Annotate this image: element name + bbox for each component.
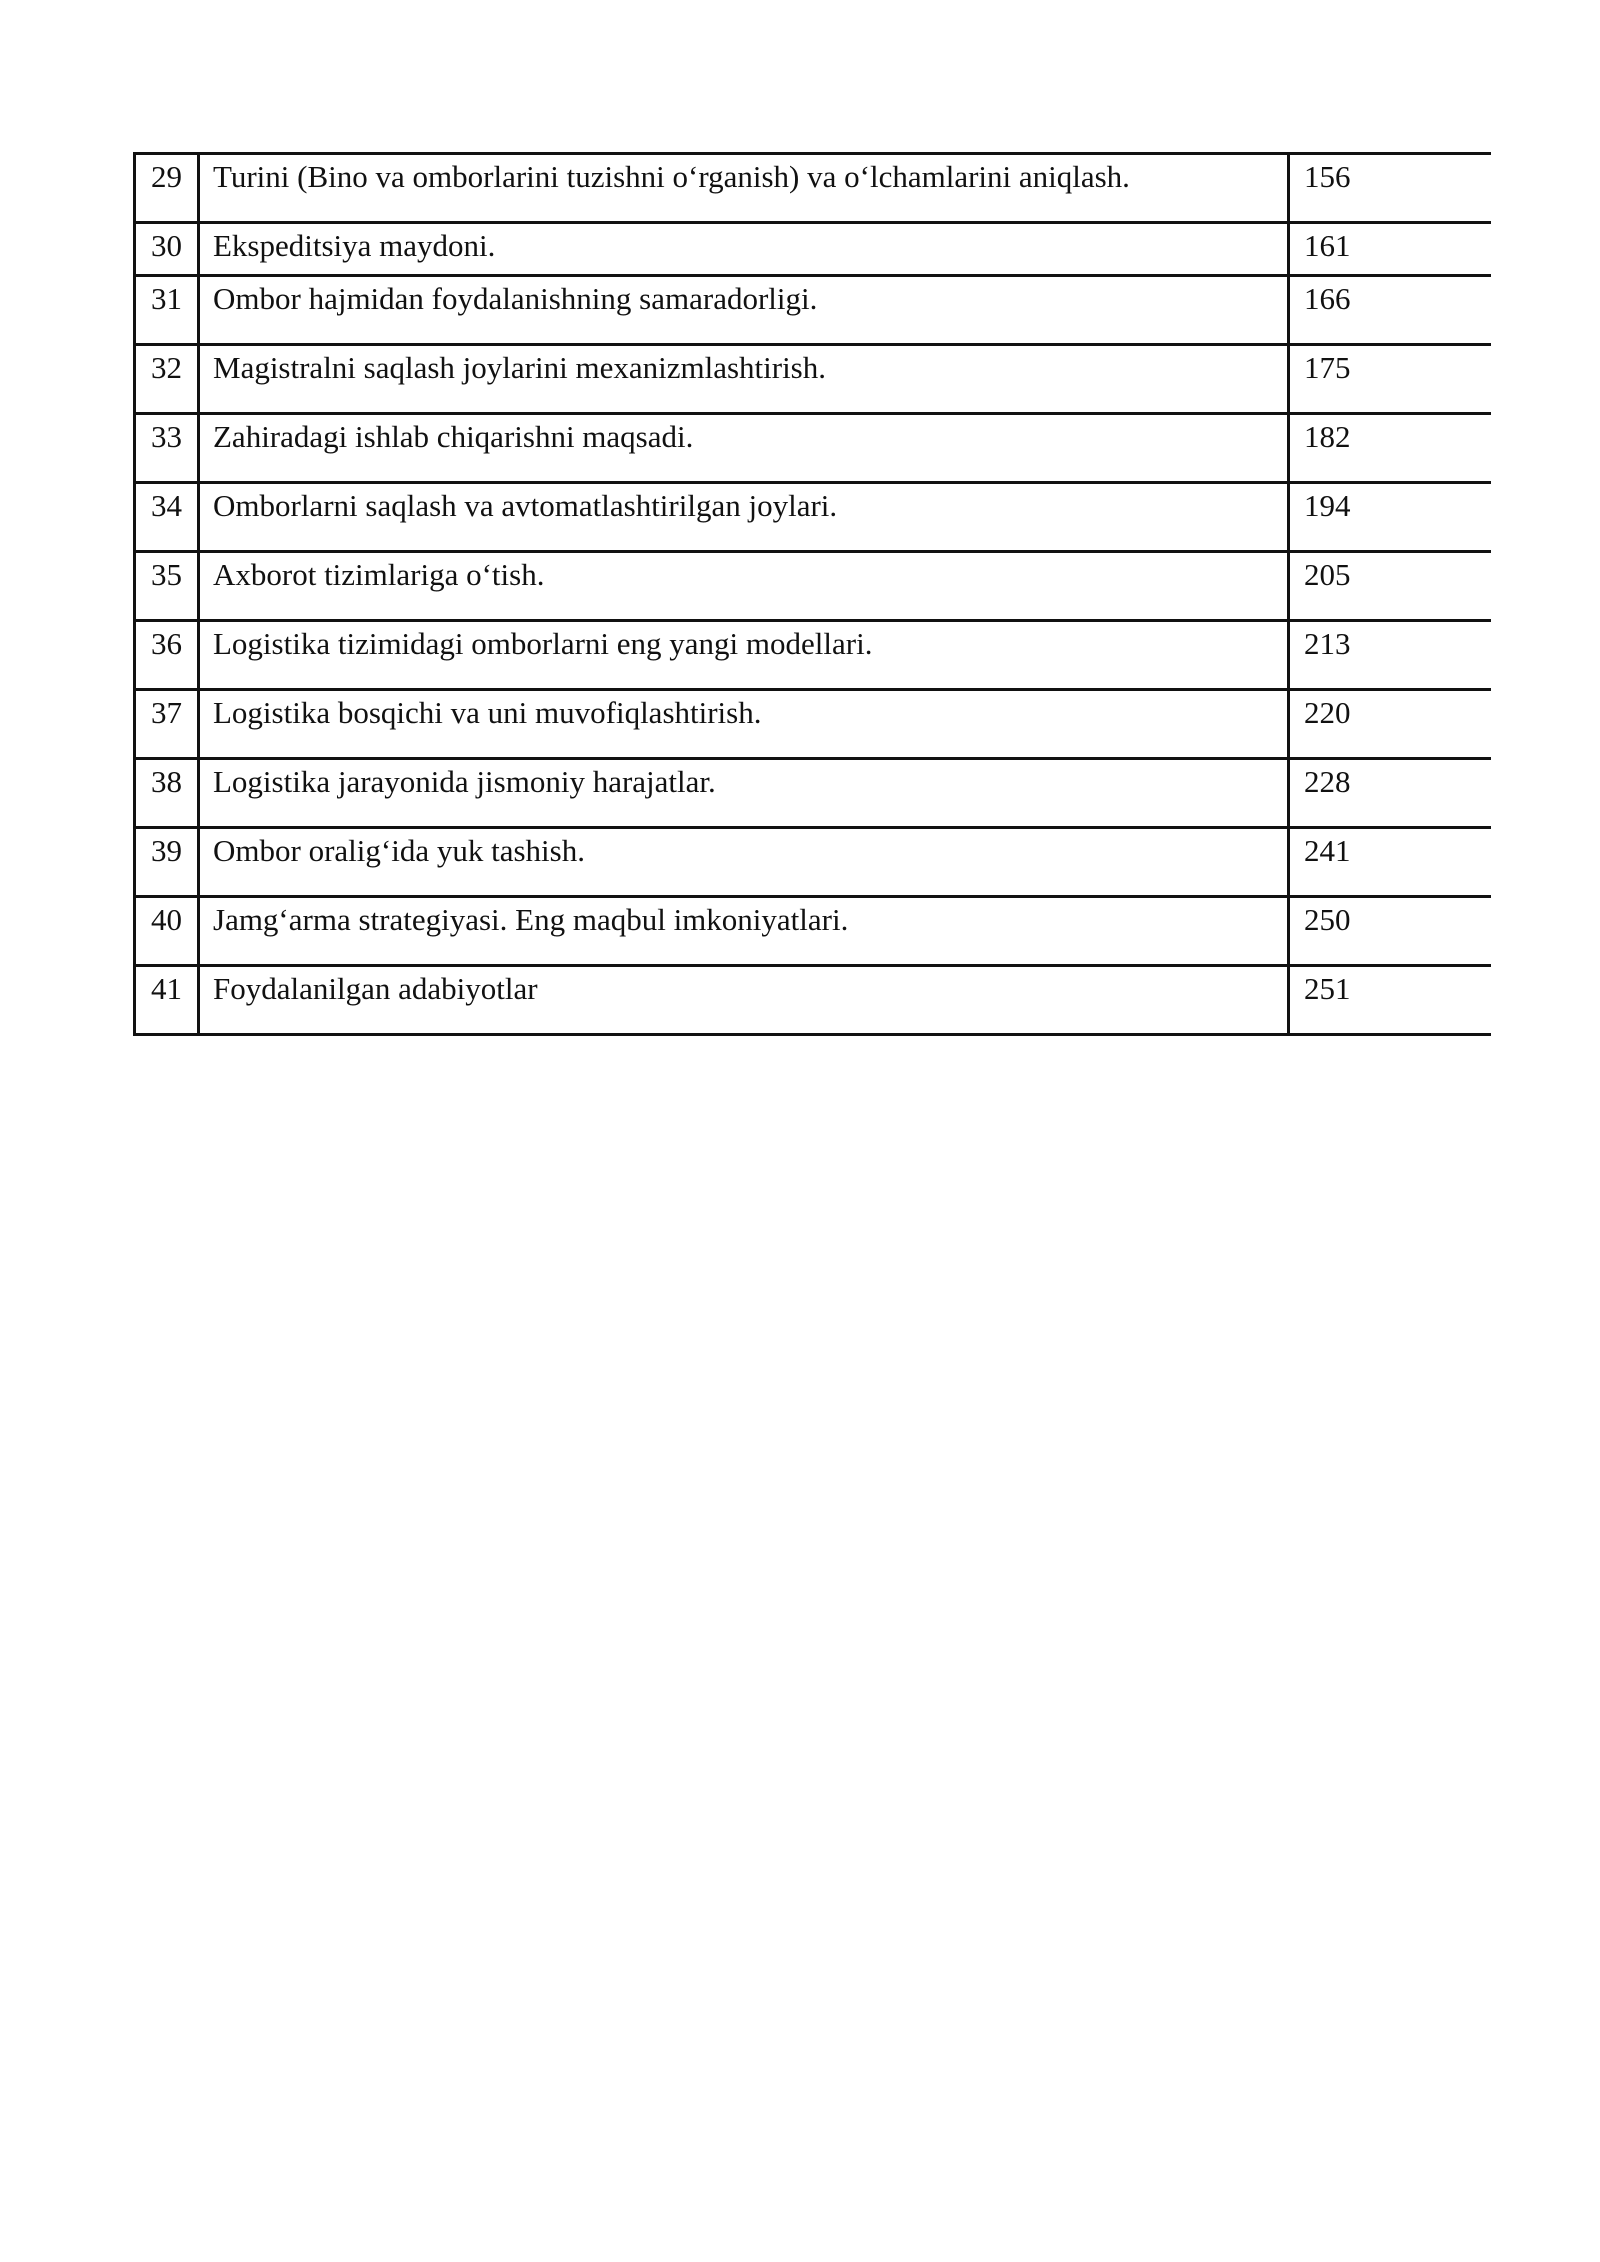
row-page-number: 205 <box>1289 552 1491 621</box>
table-row <box>135 552 1491 621</box>
row-title: Turini (Bino va omborlarini tuzishni o‘rganish) va o‘lchamlarini aniqlash. <box>199 154 1289 223</box>
row-number: 30 <box>135 223 199 276</box>
row-title: Jamg‘arma strategiyasi. Eng maqbul imkoniyatlari. <box>199 897 1289 966</box>
row-page-number: 182 <box>1289 414 1491 483</box>
table-row <box>135 223 1491 276</box>
row-number: 29 <box>135 154 199 223</box>
row-number: 31 <box>135 276 199 345</box>
row-title: Ombor oralig‘ida yuk tashish. <box>199 828 1289 897</box>
row-page-number: 161 <box>1289 223 1491 276</box>
row-title: Axborot tizimlariga o‘tish. <box>199 552 1289 621</box>
row-title: Logistika tizimidagi omborlarni eng yangi modellari. <box>199 621 1289 690</box>
table-row <box>135 966 1491 1035</box>
row-page-number: 220 <box>1289 690 1491 759</box>
table-row <box>135 759 1491 828</box>
row-page-number: 175 <box>1289 345 1491 414</box>
table-row <box>135 414 1491 483</box>
row-title: Magistralni saqlash joylarini mexanizmlashtirish. <box>199 345 1289 414</box>
row-page-number: 228 <box>1289 759 1491 828</box>
row-title: Omborlarni saqlash va avtomatlashtirilgan joylari. <box>199 483 1289 552</box>
table-row <box>135 828 1491 897</box>
toc-body <box>135 154 1491 1035</box>
table-row <box>135 276 1491 345</box>
row-page-number: 241 <box>1289 828 1491 897</box>
row-title: Logistika bosqichi va uni muvofiqlashtirish. <box>199 690 1289 759</box>
row-page-number: 250 <box>1289 897 1491 966</box>
row-page-number: 166 <box>1289 276 1491 345</box>
table-row <box>135 345 1491 414</box>
row-page-number: 213 <box>1289 621 1491 690</box>
row-number: 33 <box>135 414 199 483</box>
row-title: Ekspeditsiya maydoni. <box>199 223 1289 276</box>
table-row <box>135 621 1491 690</box>
row-page-number: 251 <box>1289 966 1491 1035</box>
row-title: Logistika jarayonida jismoniy harajatlar. <box>199 759 1289 828</box>
table-row <box>135 154 1491 223</box>
table-row <box>135 690 1491 759</box>
table-of-contents <box>133 152 1491 1036</box>
row-number: 32 <box>135 345 199 414</box>
row-number: 39 <box>135 828 199 897</box>
row-number: 36 <box>135 621 199 690</box>
row-number: 34 <box>135 483 199 552</box>
row-number: 35 <box>135 552 199 621</box>
row-title: Ombor hajmidan foydalanishning samaradorligi. <box>199 276 1289 345</box>
row-page-number: 156 <box>1289 154 1491 223</box>
row-number: 40 <box>135 897 199 966</box>
table-row <box>135 897 1491 966</box>
row-title: Foydalanilgan adabiyotlar <box>199 966 1289 1035</box>
row-number: 41 <box>135 966 199 1035</box>
row-number: 37 <box>135 690 199 759</box>
table-row <box>135 483 1491 552</box>
row-page-number: 194 <box>1289 483 1491 552</box>
row-title: Zahiradagi ishlab chiqarishni maqsadi. <box>199 414 1289 483</box>
row-number: 38 <box>135 759 199 828</box>
